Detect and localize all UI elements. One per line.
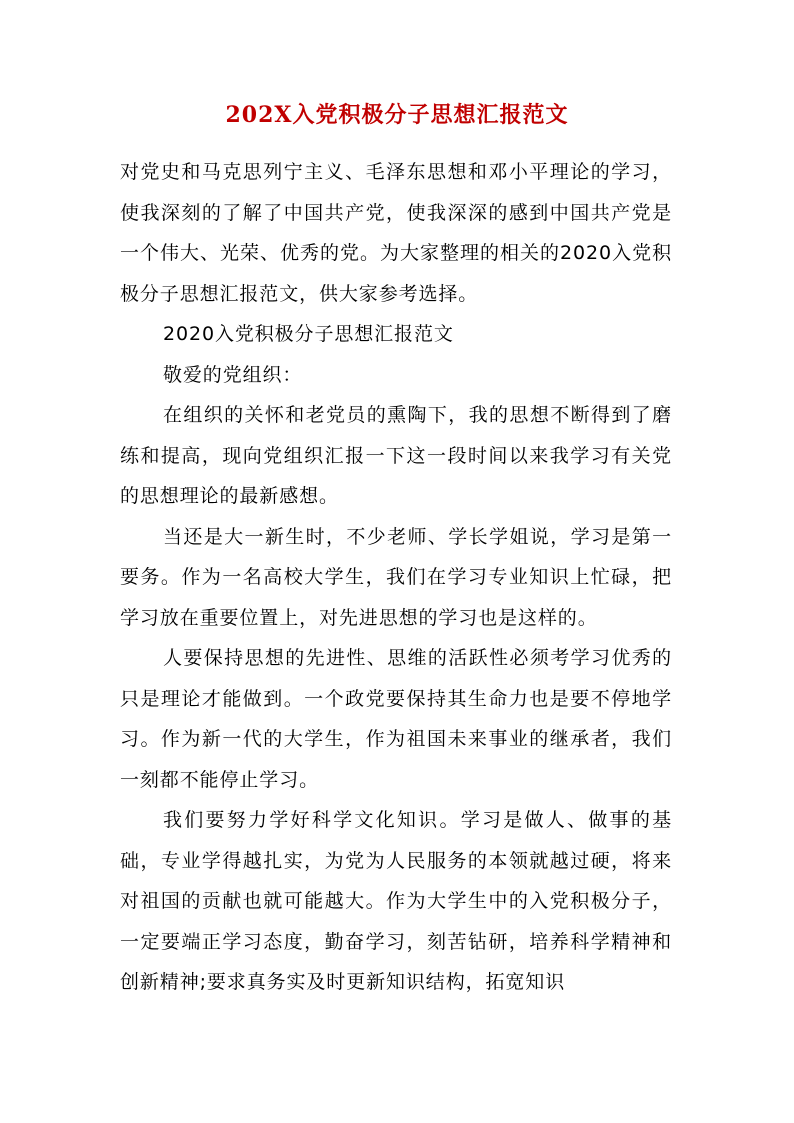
body-paragraph: 在组织的关怀和老党员的熏陶下，我的思想不断得到了磨练和提高，现向党组织汇报一下这一段时间以来我学习有关党的思想理论的最新感想。 (120, 404, 672, 507)
body-paragraph: 我们要努力学好科学文化知识。学习是做人、做事的基础，专业学得越扎实，为党为人民服务的本领就越过硬，将来对祖国的贡献也就可能越大。作为大学生中的入党积极分子，一定要端正学习态度，勤奋学习，刻苦钻研，培养科学精神和创新精神;要求真务实及时更新知识结构，拓宽知识 (120, 809, 672, 993)
salutation-paragraph: 敬爱的党组织： (163, 363, 303, 386)
body-paragraph: 人要保持思想的先进性、思维的活跃性必须考学习优秀的只是理论才能做到。一个政党要保持其生命力也是要不停地学习。作为新一代的大学生，作为祖国未来事业的继承者，我们一刻都不能停止学习。 (120, 647, 672, 791)
document-title: 202X入党积极分子思想汇报范文 (225, 102, 569, 128)
subtitle-paragraph: 2020入党积极分子思想汇报范文 (163, 323, 454, 345)
intro-paragraph: 对党史和马克思列宁主义、毛泽东思想和邓小平理论的学习，使我深刻的了解了中国共产党，使我深深的感到中国共产党是一个伟大、光荣、优秀的党。为大家整理的相关的2020入党积极分子思想汇报范文，供大家参考选择。 (120, 161, 672, 305)
document-body (120, 152, 672, 1003)
body-paragraph: 当还是大一新生时，不少老师、学长学姐说，学习是第一要务。作为一名高校大学生，我们在学习专业知识上忙碌，把学习放在重要位置上，对先进思想的学习也是这样的。 (120, 525, 672, 629)
